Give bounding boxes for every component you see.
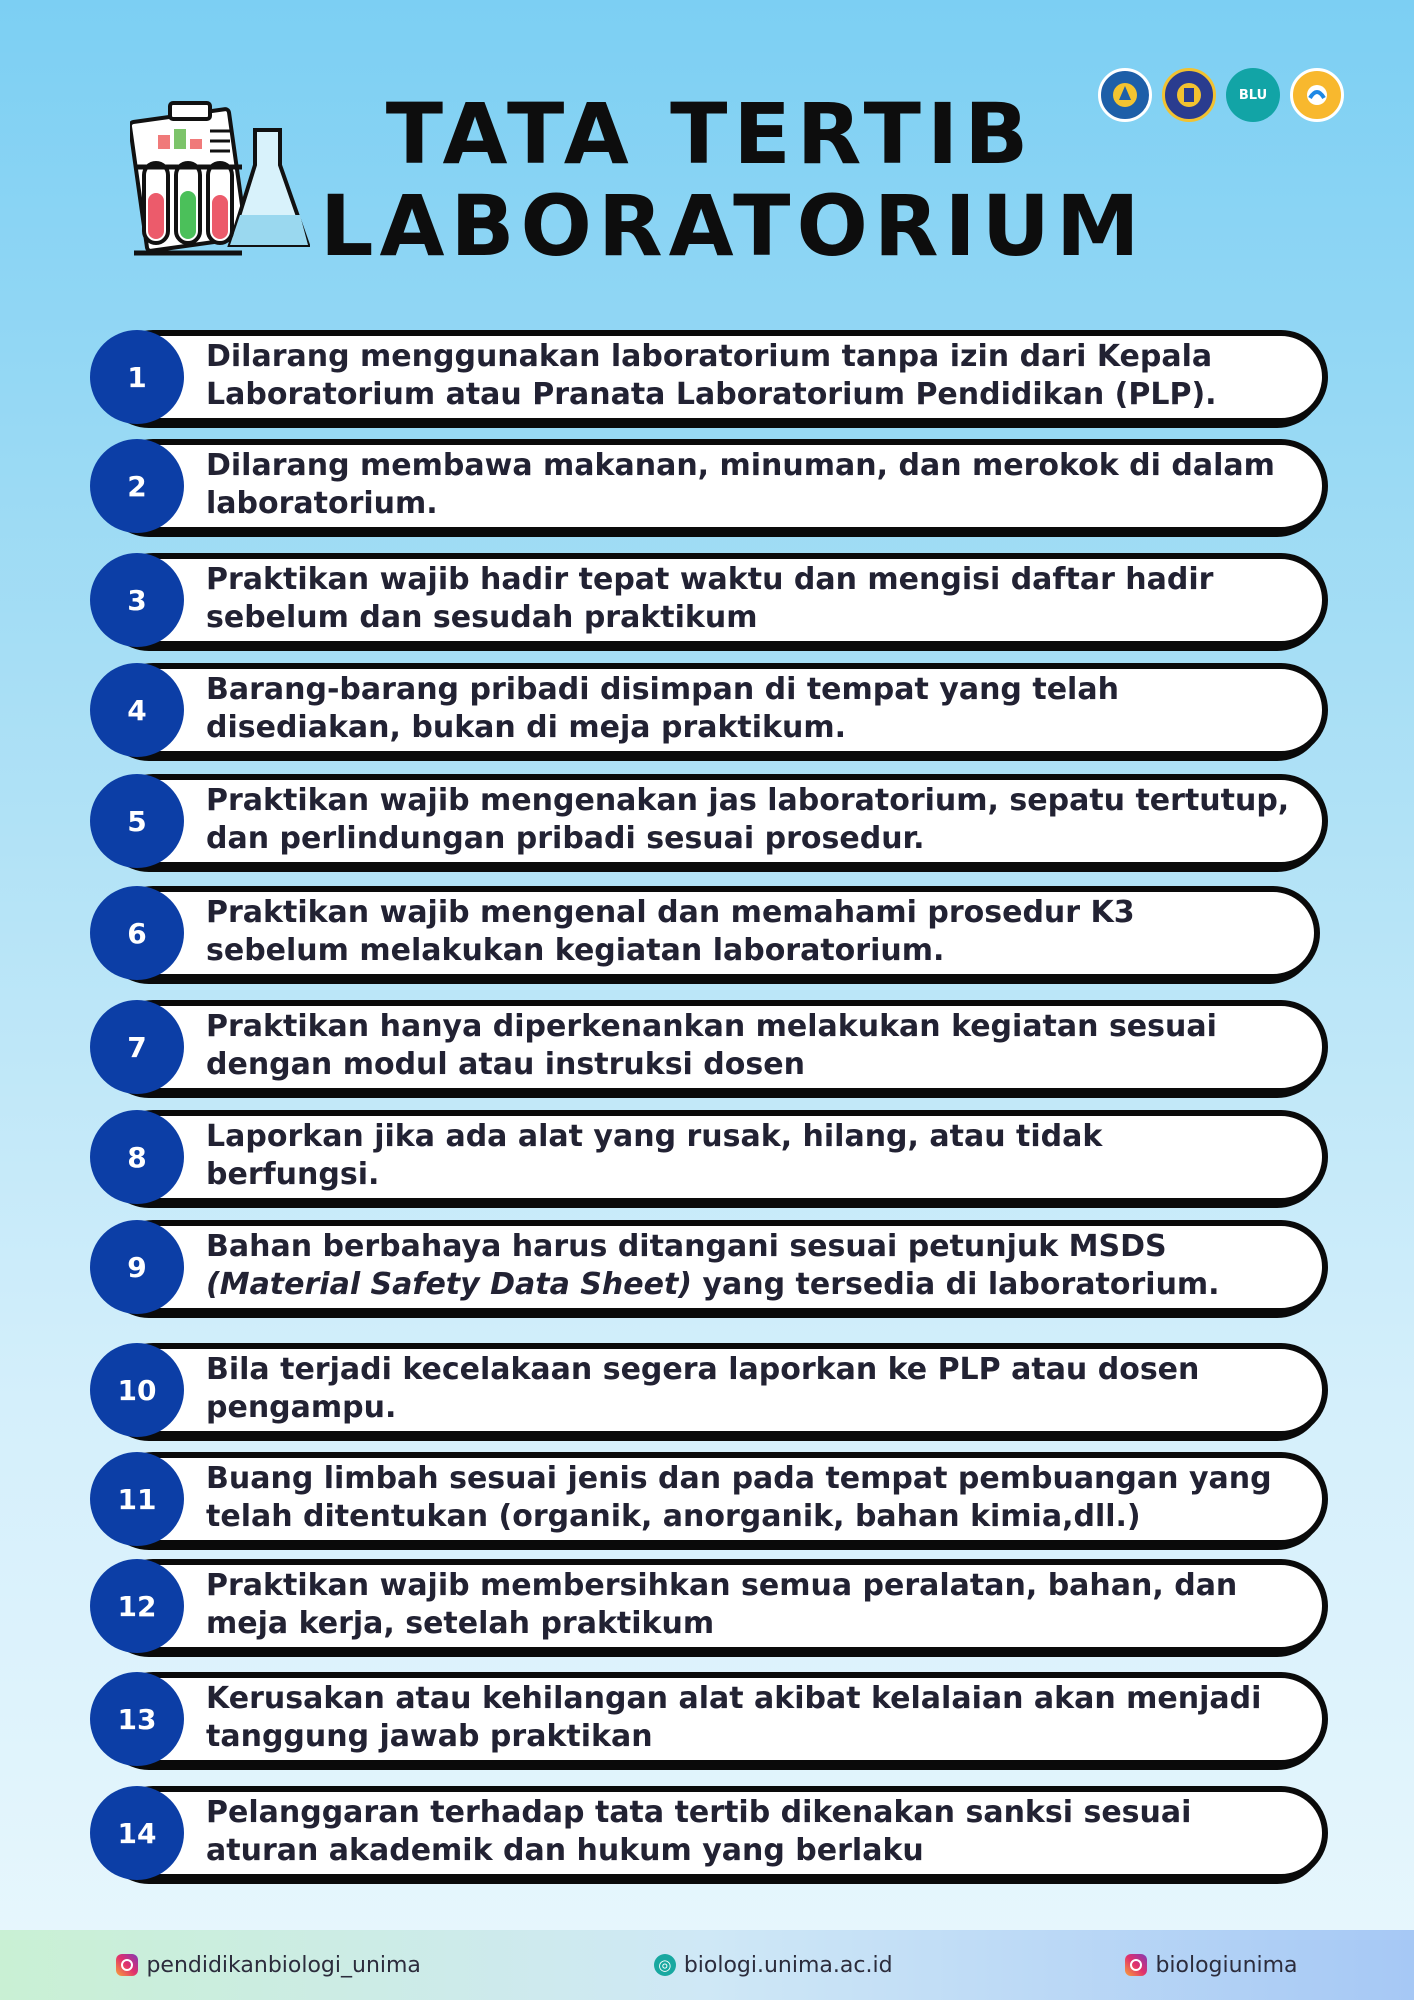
rule-number: 3 [90, 553, 184, 647]
rule-item [90, 774, 1328, 868]
rule-item [90, 553, 1328, 647]
rule-number: 2 [90, 439, 184, 533]
rule-number: 9 [90, 1220, 184, 1314]
rule-item [90, 1343, 1328, 1437]
rule-item [90, 1452, 1328, 1546]
rule-item [90, 1559, 1328, 1653]
blu-logo: BLU [1226, 68, 1280, 122]
footer-website-url: biologi.unima.ac.id [683, 1952, 893, 1978]
rule-text: Bila terjadi kecelakaan segera laporkan ke PLP atau dosen pengampu. [206, 1352, 1200, 1425]
rule-number: 10 [90, 1343, 184, 1437]
rule-item [90, 1000, 1328, 1094]
diktis-logo [1290, 68, 1344, 122]
globe-icon: ◎ [654, 1954, 676, 1976]
rule-text-rest: yang tersedia di laboratorium. [692, 1267, 1220, 1302]
rule-text: Pelanggaran terhadap tata tertib dikenakan sanksi sesuai aturan akademik dan hukum yang berlaku [206, 1795, 1192, 1868]
footer [0, 1930, 1414, 2000]
rule-number: 7 [90, 1000, 184, 1094]
rule-number: 5 [90, 774, 184, 868]
rule-item [90, 663, 1328, 757]
rule-text: Praktikan wajib hadir tepat waktu dan mengisi daftar hadir sebelum dan sesudah praktikum [206, 562, 1214, 635]
rule-item [90, 1220, 1328, 1314]
unima-logo [1162, 68, 1216, 122]
rule-text: Barang-barang pribadi disimpan di tempat yang telah disediakan, bukan di meja praktikum. [206, 672, 1119, 745]
rule-number: 13 [90, 1672, 184, 1766]
rule-text: Praktikan wajib mengenakan jas laboratorium, sepatu tertutup, dan perlindungan pribadi sesuai prosedur. [206, 783, 1290, 856]
footer-instagram-link-1[interactable] [116, 1953, 420, 1978]
rule-number: 1 [90, 330, 184, 424]
rule-number: 14 [90, 1786, 184, 1880]
rule-text-line: Bahan berbahaya harus ditangani sesuai petunjuk MSDS [206, 1229, 1167, 1264]
rule-item [90, 330, 1328, 424]
rule-text: Praktikan wajib mengenal dan memahami prosedur K3 sebelum melakukan kegiatan laboratorium. [206, 895, 1135, 968]
rule-item [90, 1110, 1328, 1204]
lab-equipment-icon [130, 95, 310, 265]
rule-number: 6 [90, 886, 184, 980]
instagram-icon [1125, 1954, 1147, 1976]
title-line-2: LABORATORIUM [320, 177, 1146, 275]
rule-text-italic: (Material Safety Data Sheet) [206, 1267, 693, 1302]
rule-item [90, 886, 1328, 980]
rule-text: Buang limbah sesuai jenis dan pada tempat pembuangan yang telah ditentukan (organik, anorganik, bahan kimia,dll.) [206, 1461, 1272, 1534]
rule-number: 11 [90, 1452, 184, 1546]
instagram-icon [116, 1954, 138, 1976]
partner-logos [1098, 68, 1344, 122]
kemdikbud-logo [1098, 68, 1152, 122]
rule-item [90, 1786, 1328, 1880]
footer-instagram-handle-2: biologiunima [1155, 1952, 1298, 1978]
rule-text: Praktikan wajib membersihkan semua peralatan, bahan, dan meja kerja, setelah praktikum [206, 1568, 1238, 1641]
footer-instagram-link-2[interactable] [1125, 1953, 1297, 1978]
rule-text: Laporkan jika ada alat yang rusak, hilang, atau tidak berfungsi. [206, 1119, 1103, 1192]
footer-instagram-handle-1: pendidikanbiologi_unima [146, 1952, 421, 1978]
rule-text: Dilarang membawa makanan, minuman, dan merokok di dalam laboratorium. [206, 448, 1275, 521]
footer-website-link[interactable] [654, 1953, 893, 1978]
rule-number: 12 [90, 1559, 184, 1653]
rule-text: Kerusakan atau kehilangan alat akibat kelalaian akan menjadi tanggung jawab praktikan [206, 1681, 1262, 1754]
rule-text: Dilarang menggunakan laboratorium tanpa izin dari Kepala Laboratorium atau Pranata Laboratorium Pendidikan (PLP). [206, 339, 1217, 412]
title-line-1: TATA TERTIB [385, 85, 1035, 183]
rule-text: Praktikan hanya diperkenankan melakukan kegiatan sesuai dengan modul atau instruksi dosen [206, 1009, 1217, 1082]
rule-text [206, 1228, 1298, 1304]
rule-number: 4 [90, 663, 184, 757]
page-title [320, 85, 1146, 275]
rule-item [90, 439, 1328, 533]
rule-number: 8 [90, 1110, 184, 1204]
rule-item [90, 1672, 1328, 1766]
